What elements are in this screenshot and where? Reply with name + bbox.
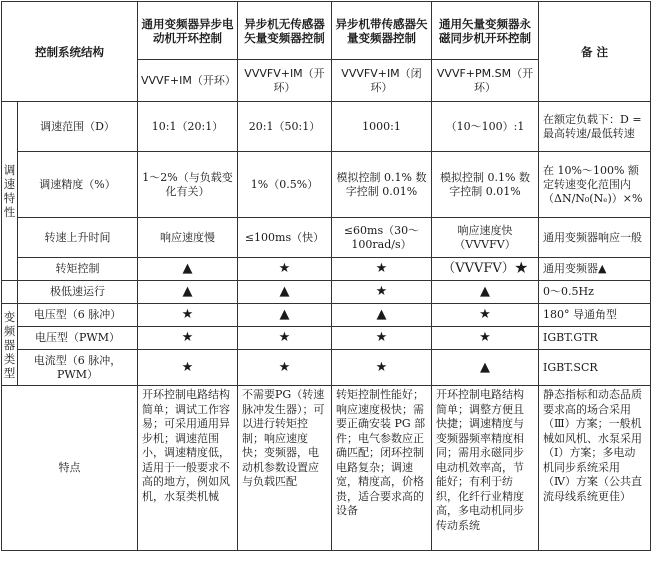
features-c3: 转矩控制性能好；响应速度极快；需要正确安装 PG 部件；电气参数应正确匹配；闭环控制电路复杂；调速宽，精度高，价格贵，适合要求高的设备 bbox=[332, 386, 432, 551]
table-row bbox=[2, 327, 651, 350]
cell-c1: ★ bbox=[138, 350, 238, 386]
features-note: 静态指标和动态品质要求高的场合采用（Ⅲ）方案；一般机械如风机、水泵采用（Ⅰ）方案；多电动机同步系统采用（Ⅳ）方案（公共直流母线系统更佳） bbox=[539, 386, 651, 551]
table-row bbox=[2, 281, 651, 304]
table-row bbox=[2, 102, 651, 152]
cell-c1: ▲ bbox=[138, 281, 238, 304]
group-inverter-type: 变频器类型 bbox=[2, 304, 18, 386]
cell-c1: 1～2%（与负载变化有关） bbox=[138, 152, 238, 218]
cell-note: 在额定负载下：D = 最高转速/最低转速 bbox=[539, 102, 651, 152]
cell-c1: ★ bbox=[138, 327, 238, 350]
cell-c3: ★ bbox=[332, 281, 432, 304]
cell-c3: ★ bbox=[332, 327, 432, 350]
cell-note: 在 10%～100% 额定转速变化范围内（ΔN/N₀(Nₑ)）×% bbox=[539, 152, 651, 218]
cell-c1: 响应速度慢 bbox=[138, 218, 238, 258]
cell-c3: 1000:1 bbox=[332, 102, 432, 152]
row-label: 转速上升时间 bbox=[18, 218, 138, 258]
cell-c4: ▲ bbox=[432, 350, 539, 386]
table-row bbox=[2, 258, 651, 281]
cell-c4: 响应速度快（VVVFV） bbox=[432, 218, 539, 258]
cell-c2: ★ bbox=[238, 350, 332, 386]
table-row bbox=[2, 304, 651, 327]
cell-c4: （VVVFV）★ bbox=[432, 258, 539, 281]
features-c4: 开环控制电路结构简单；调整方便且快捷；调速精度与变频器频率精度相同；需用永磁同步电动机效率高，节能好；有利于纺织，化纤行业精度高，多电动机同步传动系统 bbox=[432, 386, 539, 551]
cell-c4: （10～100）:1 bbox=[432, 102, 539, 152]
group-speed-characteristic: 调速特性 bbox=[2, 102, 18, 281]
row-label: 电压型（PWM） bbox=[18, 327, 138, 350]
header-col1-title: 通用变频器异步电动机开环控制 bbox=[138, 2, 238, 60]
cell-note: IGBT.GTR bbox=[539, 327, 651, 350]
cell-c2: ▲ bbox=[238, 304, 332, 327]
cell-note: 通用变频器▲ bbox=[539, 258, 651, 281]
cell-c3: ★ bbox=[332, 258, 432, 281]
header-col1-sub: VVVF+IM（开环） bbox=[138, 60, 238, 102]
cell-c2: ★ bbox=[238, 327, 332, 350]
cell-c3: ▲ bbox=[332, 304, 432, 327]
row-label: 电流型（6 脉冲，PWM） bbox=[18, 350, 138, 386]
cell-c2: ▲ bbox=[238, 281, 332, 304]
header-col2-title: 异步机无传感器矢量变频器控制 bbox=[238, 2, 332, 60]
cell-note: IGBT.SCR bbox=[539, 350, 651, 386]
table-row bbox=[2, 152, 651, 218]
table-row bbox=[2, 386, 651, 551]
header-structure: 控制系统结构 bbox=[2, 2, 138, 102]
cell-c1: ★ bbox=[138, 304, 238, 327]
row-label: 转矩控制 bbox=[18, 258, 138, 281]
cell-c3: 模拟控制 0.1% 数字控制 0.01% bbox=[332, 152, 432, 218]
features-label: 特点 bbox=[2, 386, 138, 551]
cell-note: 0～0.5Hz bbox=[539, 281, 651, 304]
row-label: 电压型（6 脉冲） bbox=[18, 304, 138, 327]
cell-c4: ★ bbox=[432, 304, 539, 327]
table-row bbox=[2, 218, 651, 258]
control-comparison-table bbox=[1, 1, 651, 551]
cell-c4: ★ bbox=[432, 327, 539, 350]
cell-note: 通用变频器响应一般 bbox=[539, 218, 651, 258]
cell-c3: ★ bbox=[332, 350, 432, 386]
cell-c2: 20:1（50:1） bbox=[238, 102, 332, 152]
cell-c4: ▲ bbox=[432, 281, 539, 304]
cell-c2: 1%（0.5%） bbox=[238, 152, 332, 218]
cell-note: 180° 导通角型 bbox=[539, 304, 651, 327]
header-notes: 备 注 bbox=[539, 2, 651, 102]
cell-c3: ≤60ms（30～100rad/s） bbox=[332, 218, 432, 258]
header-col4-sub: VVVF+PM.SM（开环） bbox=[432, 60, 539, 102]
row-label: 调速精度（%） bbox=[18, 152, 138, 218]
header-col3-title: 异步机带传感器矢量变频器控制 bbox=[332, 2, 432, 60]
features-c1: 开环控制电路结构简单；调试工作容易；可采用通用异步机；调速范围小，调速精度低，适用于一般要求不高的地方，例如风机，水泵类机械 bbox=[138, 386, 238, 551]
cell-c4: 模拟控制 0.1% 数字控制 0.01% bbox=[432, 152, 539, 218]
table-row bbox=[2, 350, 651, 386]
row-label: 极低速运行 bbox=[18, 281, 138, 304]
cell-c2: ★ bbox=[238, 258, 332, 281]
header-col4-title: 通用矢量变频器永磁同步机开环控制 bbox=[432, 2, 539, 60]
header-col3-sub: VVVFV+IM（闭环） bbox=[332, 60, 432, 102]
header-col2-sub: VVVFV+IM（开环） bbox=[238, 60, 332, 102]
cell-c1: ▲ bbox=[138, 258, 238, 281]
features-c2: 不需要PG（转速脉冲发生器）；可以进行转矩控制；响应速度快；变频器，电动机参数设置应与负载匹配 bbox=[238, 386, 332, 551]
cell-c1: 10:1（20:1） bbox=[138, 102, 238, 152]
row-label: 调速范围（D） bbox=[18, 102, 138, 152]
cell-c2: ≤100ms（快） bbox=[238, 218, 332, 258]
